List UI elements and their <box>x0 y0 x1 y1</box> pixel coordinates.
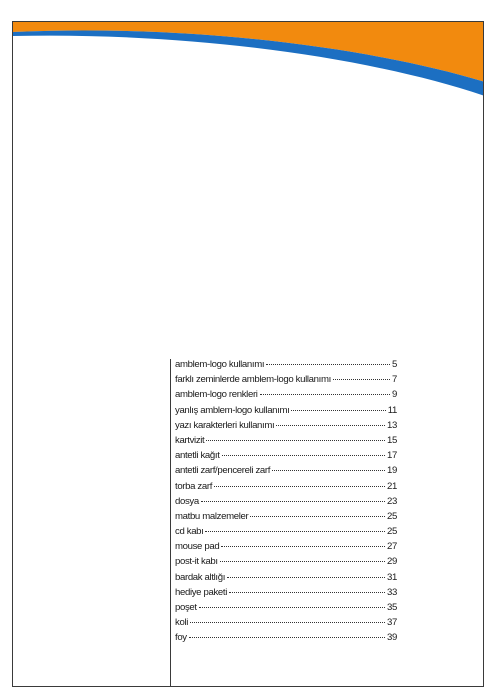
toc-entry-title: foy <box>175 632 187 644</box>
table-of-contents <box>175 359 397 648</box>
toc-entry[interactable] <box>175 617 397 632</box>
toc-entry[interactable] <box>175 405 397 420</box>
toc-entry-title: bardak altlığı <box>175 571 226 583</box>
toc-entry-page-number: 9 <box>392 389 397 401</box>
toc-entry-title: matbu malzemeler <box>175 510 249 522</box>
vertical-divider <box>170 359 171 687</box>
dot-leader <box>205 531 385 532</box>
toc-entry-title: antetli zarf/pencereli zarf <box>175 465 271 477</box>
toc-entry-page-number: 39 <box>387 632 397 644</box>
toc-entry[interactable] <box>175 496 397 511</box>
dot-leader <box>220 561 385 562</box>
toc-entry[interactable] <box>175 420 397 435</box>
dot-leader <box>227 577 385 578</box>
toc-entry[interactable] <box>175 374 397 389</box>
toc-entry[interactable] <box>175 541 397 556</box>
dot-leader <box>206 440 385 441</box>
dot-leader <box>221 546 385 547</box>
toc-entry[interactable] <box>175 572 397 587</box>
toc-entry-page-number: 15 <box>387 434 397 446</box>
toc-entry-page-number: 11 <box>387 404 397 416</box>
dot-leader <box>229 592 385 593</box>
toc-entry-title: kartvizit <box>175 434 205 446</box>
toc-entry-page-number: 35 <box>387 602 397 613</box>
toc-entry-title: amblem-logo kullanımı <box>175 359 265 370</box>
toc-entry-page-number: 25 <box>387 510 397 522</box>
toc-entry[interactable] <box>175 435 397 450</box>
dot-leader <box>250 516 385 517</box>
toc-entry[interactable] <box>175 511 397 526</box>
dot-leader <box>291 410 385 411</box>
toc-entry-page-number: 25 <box>387 526 397 538</box>
toc-entry[interactable] <box>175 389 397 404</box>
toc-entry-page-number: 5 <box>392 359 397 370</box>
toc-entry[interactable] <box>175 556 397 571</box>
toc-entry-page-number: 19 <box>387 465 397 477</box>
toc-entry-page-number: 37 <box>387 617 397 629</box>
toc-entry[interactable] <box>175 359 397 374</box>
dot-leader <box>214 486 385 487</box>
toc-entry-page-number: 33 <box>387 586 397 598</box>
toc-entry[interactable] <box>175 602 397 617</box>
toc-entry-page-number: 17 <box>387 450 397 462</box>
toc-entry[interactable] <box>175 526 397 541</box>
toc-entry-title: antetli kağıt <box>175 450 220 462</box>
toc-entry-page-number: 21 <box>387 480 397 492</box>
toc-entry-page-number: 27 <box>387 541 397 553</box>
toc-entry-title: farklı zeminlerde amblem-logo kullanımı <box>175 374 331 386</box>
header-swoosh <box>13 22 484 112</box>
toc-entry-page-number: 13 <box>387 419 397 431</box>
toc-entry-title: torba zarf <box>175 480 213 492</box>
toc-entry[interactable] <box>175 587 397 602</box>
dot-leader <box>190 622 385 623</box>
toc-entry[interactable] <box>175 450 397 465</box>
toc-entry-page-number: 7 <box>392 374 397 386</box>
dot-leader <box>222 455 386 456</box>
toc-entry-title: dosya <box>175 495 199 507</box>
dot-leader <box>189 637 385 638</box>
dot-leader <box>199 607 385 608</box>
dot-leader <box>276 425 385 426</box>
toc-entry-page-number: 23 <box>387 495 397 507</box>
dot-leader <box>260 394 390 395</box>
toc-entry-title: poşet <box>175 602 197 613</box>
toc-entry[interactable] <box>175 465 397 480</box>
toc-entry-title: yanlış amblem-logo kullanımı <box>175 404 290 416</box>
toc-entry-title: yazı karakterleri kullanımı <box>175 419 275 431</box>
toc-entry-title: amblem-logo renkleri <box>175 389 258 401</box>
dot-leader <box>201 501 385 502</box>
dot-leader <box>333 379 390 380</box>
document-page <box>12 21 484 687</box>
toc-entry-page-number: 29 <box>387 556 397 568</box>
toc-entry-title: post-it kabı <box>175 556 218 568</box>
toc-entry-title: mouse pad <box>175 541 220 553</box>
toc-entry-page-number: 31 <box>387 571 397 583</box>
dot-leader <box>272 470 385 471</box>
toc-entry[interactable] <box>175 481 397 496</box>
dot-leader <box>266 364 390 365</box>
toc-entry[interactable] <box>175 632 397 647</box>
toc-entry-title: cd kabı <box>175 526 204 538</box>
toc-entry-title: hediye paketi <box>175 586 227 598</box>
toc-entry-title: koli <box>175 617 188 629</box>
